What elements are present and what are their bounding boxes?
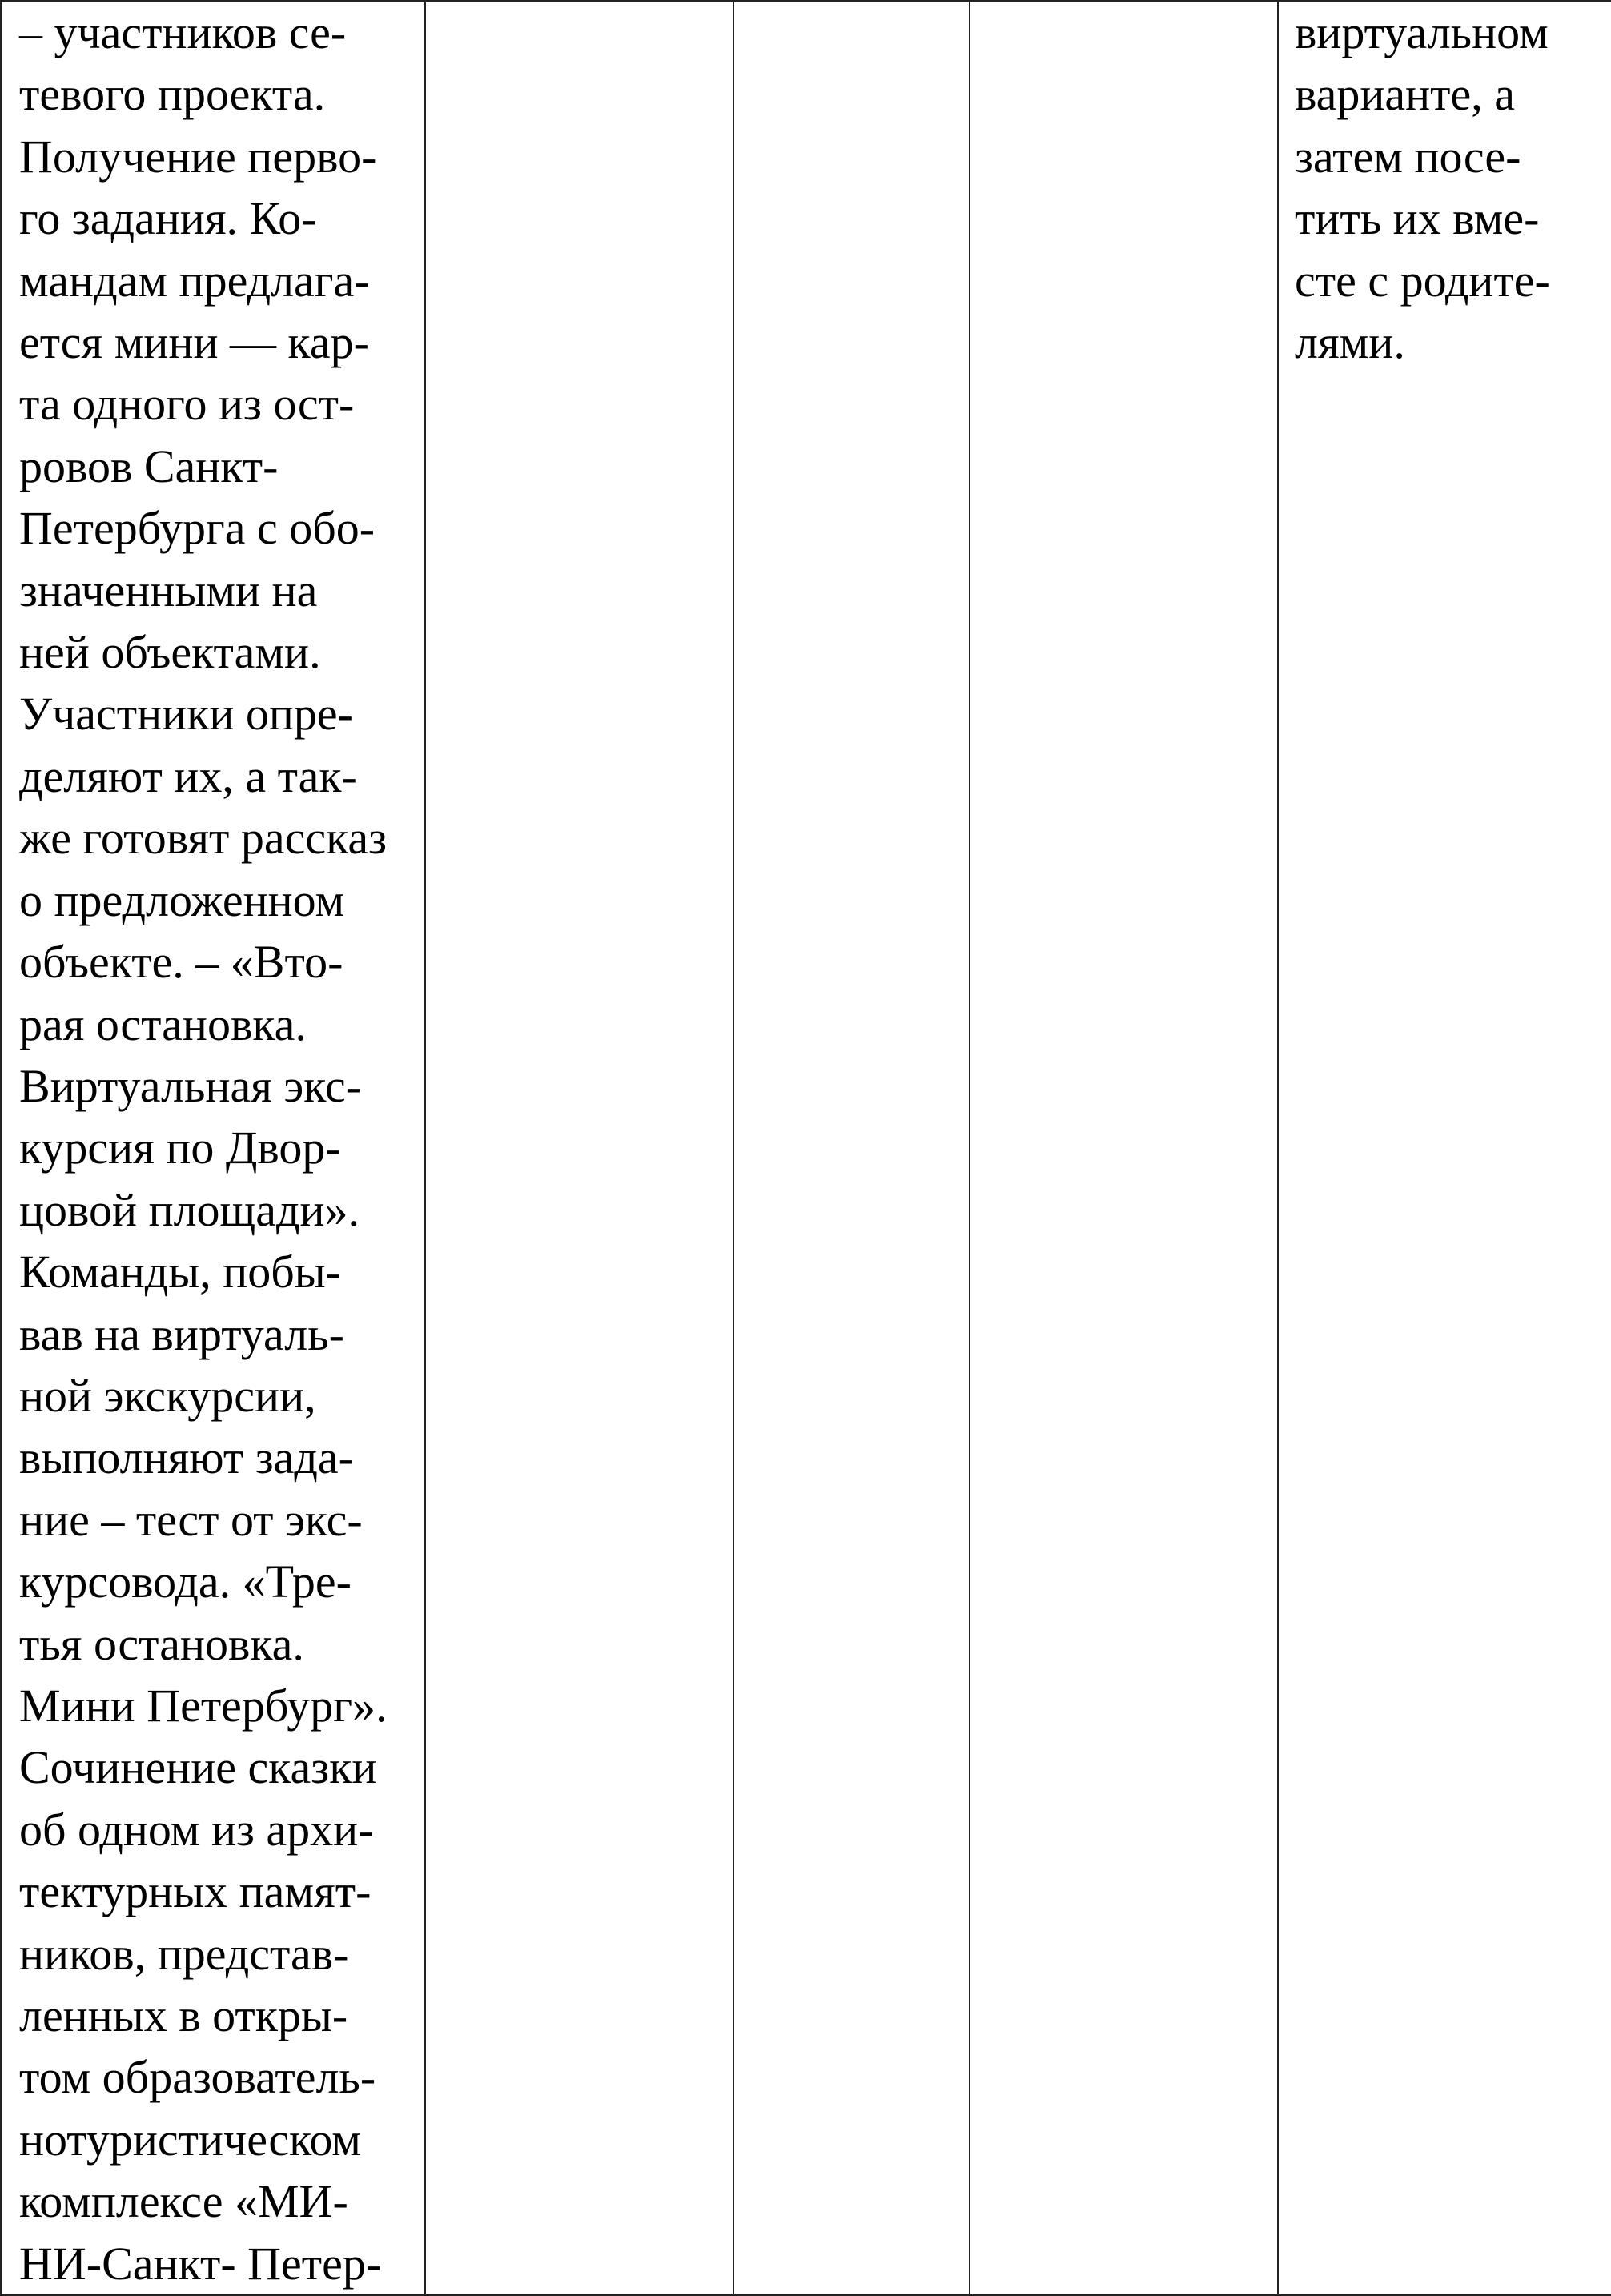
text-line: деляют их, а так-	[19, 749, 357, 802]
text-line: варианте, а	[1295, 68, 1516, 121]
text-line: комплексе «МИ-	[19, 2175, 348, 2228]
text-line: Петербурга с обо-	[19, 502, 376, 555]
text-line: же готовят рассказ	[19, 812, 388, 865]
text-line: Виртуальная экс-	[19, 1059, 362, 1112]
text-line: Мини Петербург».	[19, 1679, 388, 1732]
text-line: рая остановка.	[19, 997, 307, 1050]
text-line: НИ-Санкт- Петер-	[19, 2237, 382, 2290]
text-line: сте с родите-	[1295, 254, 1550, 307]
table-cell-notes	[1278, 1, 1611, 2295]
text-line: нотуристическом	[19, 2113, 361, 2166]
text-line: значенными на	[19, 564, 318, 616]
text-line: курсовода. «Тре-	[19, 1555, 352, 1608]
text-line: ной экскурсии,	[19, 1369, 316, 1422]
text-line: Команды, побы-	[19, 1246, 342, 1299]
table-cell-activity-description	[1, 1, 425, 2295]
text-line: ленных в откры-	[19, 1989, 348, 2041]
text-line: выполняют зада-	[19, 1431, 354, 1484]
text-line: Сочинение сказки	[19, 1741, 377, 1794]
text-line: тья остановка.	[19, 1617, 304, 1670]
text-line: объекте. – «Вто-	[19, 936, 343, 989]
text-line: мандам предлага-	[19, 254, 370, 307]
text-line: виртуальном	[1295, 6, 1549, 58]
text-line: ней объектами.	[19, 626, 321, 679]
table-row	[1, 1, 1611, 2295]
text-line: лями.	[1295, 316, 1405, 369]
text-line: ние – тест от экс-	[19, 1493, 363, 1546]
text-line: вав на виртуаль-	[19, 1307, 344, 1360]
text-line: курсия по Двор-	[19, 1122, 341, 1174]
table-cell-empty-2	[425, 1, 733, 2295]
text-line: затем посе-	[1295, 130, 1521, 183]
text-line: го задания. Ко-	[19, 192, 317, 245]
text-line: том образователь-	[19, 2051, 376, 2104]
text-line: тектурных памят-	[19, 1865, 372, 1918]
text-line: Участники опре-	[19, 688, 353, 741]
notes-text	[1279, 2, 1611, 373]
text-line: ровов Санкт-	[19, 440, 279, 492]
text-line: ников, представ-	[19, 1927, 349, 1980]
table-cell-empty-3	[733, 1, 970, 2295]
text-line: тить их вме-	[1295, 192, 1540, 245]
text-line: тевого проекта.	[19, 68, 326, 121]
table-cell-empty-4	[970, 1, 1278, 2295]
text-line: о предложенном	[19, 873, 345, 926]
text-line: – участников се-	[19, 6, 347, 58]
text-line: та одного из ост-	[19, 378, 355, 431]
text-line: ется мини — кар-	[19, 316, 369, 369]
text-line: Получение перво-	[19, 130, 377, 183]
activity-description-text	[2, 2, 424, 2294]
text-line: об одном из архи-	[19, 1803, 374, 1856]
text-line: цовой площади».	[19, 1183, 360, 1236]
